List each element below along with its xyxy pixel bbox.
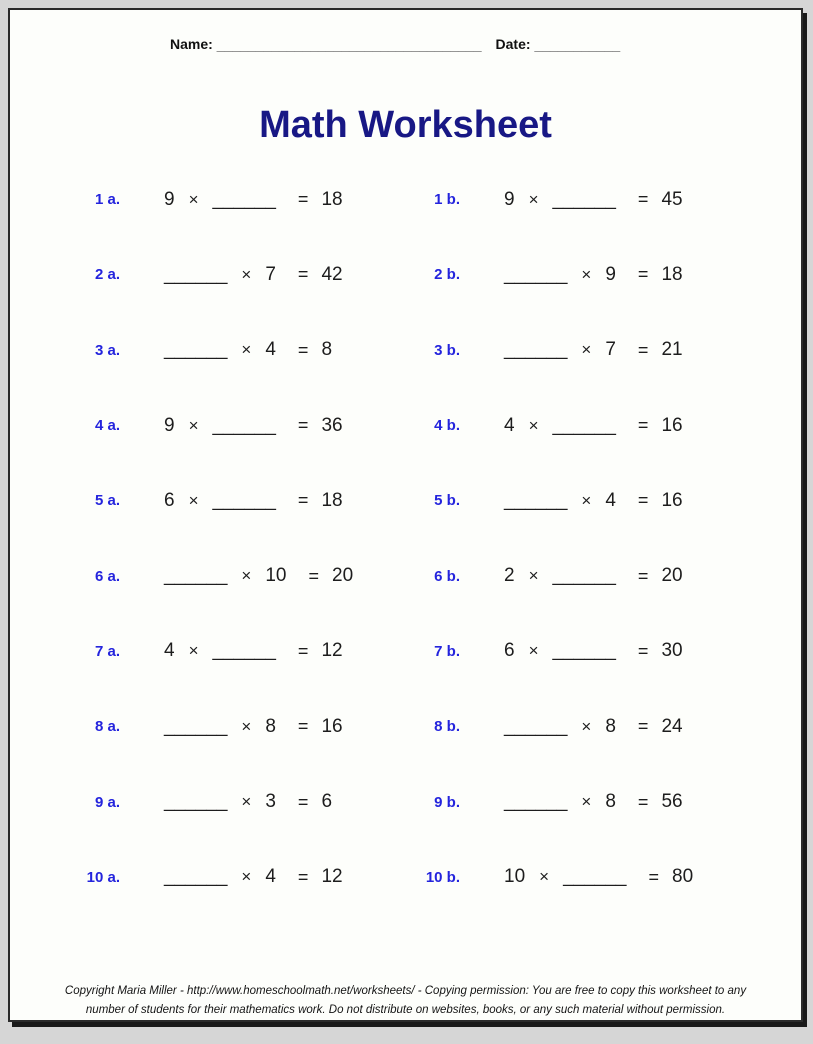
problem-label: 8 a. [94, 718, 120, 736]
problem-label: 2 a. [94, 266, 120, 284]
problems-grid [62, 162, 793, 915]
answer-blank: ______ [504, 791, 568, 813]
multiplication-sign: × [241, 566, 252, 586]
problem-equation [504, 716, 683, 738]
multiplication-sign: × [188, 641, 199, 661]
problem-equation [504, 791, 683, 813]
problem-label: 10 b. [425, 868, 460, 886]
factor-value: 8 [605, 791, 616, 813]
problem-equation [164, 490, 343, 512]
problem-equation [164, 415, 343, 437]
problem-label: 9 a. [94, 793, 120, 811]
copyright-footer [10, 982, 801, 1020]
answer-blank: ______ [212, 640, 276, 662]
problem-label: 9 b. [434, 793, 460, 811]
product-value: 18 [661, 263, 683, 285]
answer-blank: ______ [552, 414, 616, 436]
product-value: 16 [661, 414, 683, 436]
problem [62, 840, 402, 915]
problem-label: 7 b. [434, 642, 460, 660]
product-value: 80 [672, 866, 694, 888]
multiplication-sign: × [539, 867, 550, 887]
problem [62, 313, 402, 388]
name-label: Name: [170, 36, 213, 52]
factor-value: 3 [265, 791, 276, 813]
answer-blank: ______ [212, 188, 276, 210]
equals-sign: = [297, 490, 309, 511]
answer-blank: ______ [504, 489, 568, 511]
problem-label: 1 b. [434, 191, 460, 209]
product-value: 8 [321, 339, 333, 361]
problem [62, 764, 402, 839]
multiplication-sign: × [581, 490, 592, 510]
factor-value: 7 [265, 263, 276, 285]
problem-equation [164, 716, 343, 738]
problem [62, 237, 402, 312]
problem-label: 5 b. [434, 492, 460, 510]
problem-equation [504, 565, 683, 587]
answer-blank: ______ [212, 414, 276, 436]
problem [402, 764, 793, 839]
multiplication-sign: × [528, 641, 539, 661]
problem-label: 6 a. [94, 567, 120, 585]
product-value: 30 [661, 640, 683, 662]
answer-blank: ______ [212, 489, 276, 511]
problem [62, 162, 402, 237]
problem-label: 3 a. [94, 341, 120, 359]
equals-sign: = [637, 490, 649, 511]
problem [62, 538, 402, 613]
multiplication-sign: × [581, 340, 592, 360]
problem-label: 1 a. [94, 191, 120, 209]
answer-blank: ______ [563, 866, 627, 888]
factor-value: 8 [605, 715, 616, 737]
factor-value: 9 [605, 263, 616, 285]
product-value: 18 [321, 489, 343, 511]
equals-sign: = [297, 264, 309, 285]
factor-value: 6 [164, 489, 175, 511]
multiplication-sign: × [188, 189, 199, 209]
factor-value: 4 [605, 489, 616, 511]
equals-sign: = [297, 716, 309, 737]
equals-sign: = [637, 640, 649, 661]
problem-equation [164, 565, 353, 587]
multiplication-sign: × [528, 415, 539, 435]
problem [402, 162, 793, 237]
equals-sign: = [297, 640, 309, 661]
problem [402, 689, 793, 764]
page-title: Math Worksheet [259, 104, 552, 146]
multiplication-sign: × [241, 340, 252, 360]
problem [402, 538, 793, 613]
problem-label: 5 a. [94, 492, 120, 510]
multiplication-sign: × [528, 566, 539, 586]
problem-equation [164, 264, 343, 286]
product-value: 12 [321, 866, 343, 888]
factor-value: 4 [265, 339, 276, 361]
problem-equation [164, 791, 332, 813]
equals-sign: = [648, 866, 659, 887]
problem [402, 840, 793, 915]
factor-value: 10 [265, 565, 287, 587]
answer-blank: ______ [504, 715, 568, 737]
equals-sign: = [297, 791, 309, 812]
multiplication-sign: × [188, 415, 199, 435]
factor-value: 6 [504, 640, 515, 662]
equals-sign: = [637, 339, 649, 360]
factor-value: 8 [265, 715, 276, 737]
problem-equation [164, 866, 343, 888]
equals-sign: = [297, 866, 309, 887]
problem [402, 388, 793, 463]
problem-label: 10 a. [86, 868, 120, 886]
copyright-line-2: number of students for their mathematics work. Do not distribute on websites, books, or any such material without permission. [85, 1003, 726, 1016]
product-value: 21 [661, 339, 683, 361]
answer-blank: ______ [164, 339, 228, 361]
multiplication-sign: × [241, 792, 252, 812]
multiplication-sign: × [188, 490, 199, 510]
equals-sign: = [637, 565, 649, 586]
equals-sign: = [297, 339, 309, 360]
answer-blank: ______ [504, 263, 568, 285]
factor-value: 10 [504, 866, 526, 888]
problem-equation [164, 189, 343, 211]
product-value: 36 [321, 414, 343, 436]
factor-value: 4 [504, 414, 515, 436]
problem-equation [164, 339, 332, 361]
problem-equation [504, 490, 683, 512]
factor-value: 9 [164, 414, 175, 436]
problem-label: 7 a. [94, 642, 120, 660]
multiplication-sign: × [241, 716, 252, 736]
problem-label: 4 b. [434, 417, 460, 435]
equals-sign: = [637, 791, 649, 812]
product-value: 20 [332, 565, 354, 587]
date-blank-line: ___________ [534, 36, 621, 52]
problem-equation [504, 866, 693, 888]
problem-equation [164, 640, 343, 662]
product-value: 42 [321, 263, 343, 285]
answer-blank: ______ [164, 263, 228, 285]
worksheet-header [170, 36, 620, 52]
factor-value: 4 [164, 640, 175, 662]
equals-sign: = [637, 716, 649, 737]
equals-sign: = [637, 415, 649, 436]
product-value: 20 [661, 565, 683, 587]
problem-equation [504, 264, 683, 286]
answer-blank: ______ [164, 866, 228, 888]
factor-value: 9 [164, 188, 175, 210]
problem-label: 3 b. [434, 341, 460, 359]
product-value: 12 [321, 640, 343, 662]
equals-sign: = [297, 415, 309, 436]
multiplication-sign: × [241, 867, 252, 887]
product-value: 16 [661, 489, 683, 511]
problem [402, 463, 793, 538]
problem-equation [504, 339, 683, 361]
date-label: Date: [495, 36, 531, 52]
name-blank-line: __________________________________ [216, 36, 482, 52]
worksheet-page [8, 8, 803, 1022]
problem-label: 6 b. [434, 567, 460, 585]
multiplication-sign: × [241, 264, 252, 284]
product-value: 6 [321, 791, 333, 813]
factor-value: 7 [605, 339, 616, 361]
product-value: 18 [321, 188, 343, 210]
equals-sign: = [637, 189, 649, 210]
factor-value: 4 [265, 866, 276, 888]
problem [402, 614, 793, 689]
equals-sign: = [297, 189, 309, 210]
problem [402, 237, 793, 312]
problem [62, 388, 402, 463]
product-value: 16 [321, 715, 343, 737]
factor-value: 9 [504, 188, 515, 210]
copyright-line-1: Copyright Maria Miller - http://www.homeschoolmath.net/worksheets/ - Copying permission: You are free to copy this worksheet to any [64, 985, 747, 997]
factor-value: 2 [504, 565, 515, 587]
problem-label: 2 b. [434, 266, 460, 284]
problem [62, 689, 402, 764]
answer-blank: ______ [552, 188, 616, 210]
product-value: 24 [661, 715, 683, 737]
problem [62, 614, 402, 689]
problem [62, 463, 402, 538]
answer-blank: ______ [504, 339, 568, 361]
equals-sign: = [308, 565, 319, 586]
answer-blank: ______ [552, 640, 616, 662]
equals-sign: = [637, 264, 649, 285]
problem-label: 4 a. [94, 417, 120, 435]
answer-blank: ______ [164, 791, 228, 813]
multiplication-sign: × [528, 189, 539, 209]
answer-blank: ______ [164, 565, 228, 587]
problem-equation [504, 640, 683, 662]
problem-equation [504, 415, 683, 437]
problem-equation [504, 189, 683, 211]
answer-blank: ______ [164, 715, 228, 737]
product-value: 56 [661, 791, 683, 813]
multiplication-sign: × [581, 792, 592, 812]
product-value: 45 [661, 188, 683, 210]
multiplication-sign: × [581, 264, 592, 284]
multiplication-sign: × [581, 716, 592, 736]
problem-label: 8 b. [434, 718, 460, 736]
problem [402, 313, 793, 388]
answer-blank: ______ [552, 565, 616, 587]
